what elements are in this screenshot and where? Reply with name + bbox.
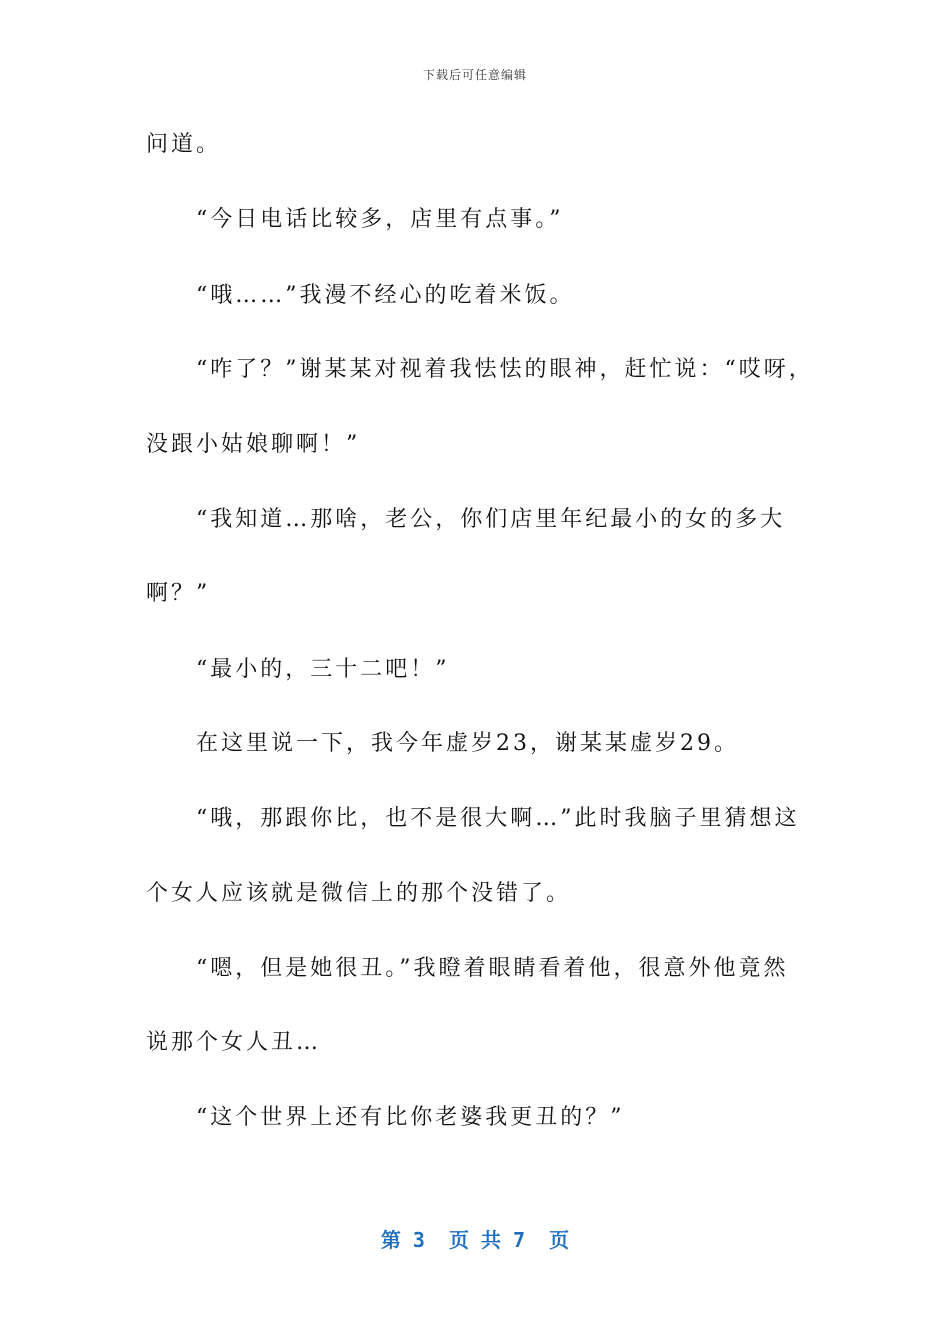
page-footer: 第 3 页 共 7 页 [380,1228,570,1252]
text-line: 问道。 [146,132,222,157]
text-line: “嗯，但是她很丑。”我瞪着眼睛看着他，很意外他竟然 [196,956,789,981]
text-line: “最小的，三十二吧！” [196,657,450,682]
text-line: 没跟小姑娘聊啊！” [146,432,361,457]
text-line: 说那个女人丑… [146,1030,322,1055]
text-line: 个女人应该就是微信上的那个没错了。 [146,881,572,906]
text-line: 在这里说一下，我今年虚岁23，谢某某虚岁29。 [196,731,739,756]
text-line: “这个世界上还有比你老婆我更丑的？” [196,1105,625,1130]
page-header: 下载后可任意编辑 [422,68,527,82]
text-line: “我知道…那啥，老公，你们店里年纪最小的女的多大 [196,507,786,532]
text-line: “今日电话比较多，店里有点事。” [196,207,564,232]
text-line: “咋了？”谢某某对视着我怯怯的眼神，赶忙说：“哎呀， [196,357,814,382]
text-line: “哦，那跟你比，也不是很大啊…”此时我脑子里猜想这 [196,806,800,831]
text-line: 啊？” [146,581,211,606]
text-line: “哦……”我漫不经心的吃着米饭。 [196,283,575,308]
